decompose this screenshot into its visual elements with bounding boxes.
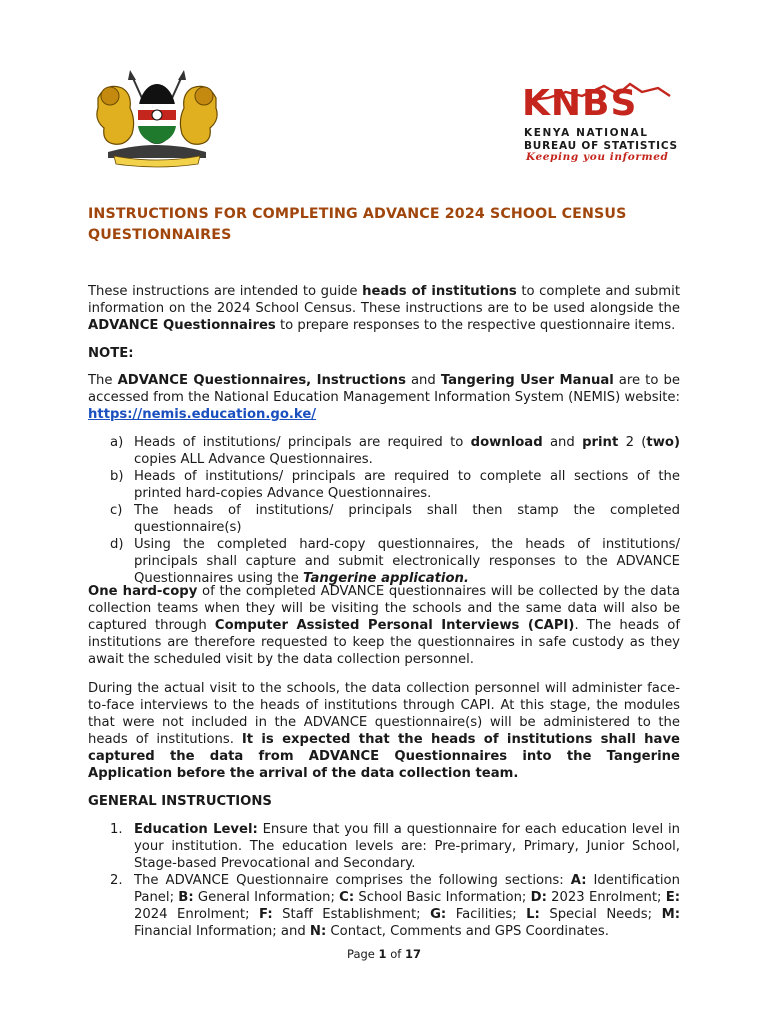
list-item: c) The heads of institutions/ principals shall then stamp the completed questionnaire(s) xyxy=(110,503,680,535)
document-title: INSTRUCTIONS FOR COMPLETING ADVANCE 2024 SCHOOL CENSUS QUESTIONNAIRES xyxy=(88,206,627,243)
kenya-coat-of-arms-logo xyxy=(88,68,226,168)
knbs-line1: KENYA NATIONAL xyxy=(524,127,649,139)
general-instructions-list xyxy=(88,821,680,940)
list-item: a) Heads of institutions/ principals are required to download and print 2 (two) copies ALL Advance Questionnaires. xyxy=(110,435,680,467)
intro-paragraph: These instructions are intended to guide heads of institutions to complete and submit information on the 2024 School Census. These instructions are to be used alongside the ADVANCE Questionnaires to prepare responses to the respective questionnaire items. xyxy=(88,284,680,333)
knbs-tagline: Keeping you informed xyxy=(526,151,669,163)
hardcopy-paragraph: One hard-copy of the completed ADVANCE questionnaires will be collected by the data collection teams when they will be visiting the schools and the same data will also be captured through Computer Assisted Personal Interviews (CAPI). The heads of institutions are therefore requested to keep the questionnaires in safe custody as they await the scheduled visit by the data collection personnel. xyxy=(88,584,680,667)
list-item: d) Using the completed hard-copy questionnaires, the heads of institutions/ principals shall capture and submit electronically responses to the ADVANCE Questionnaires using the Tangerine application. xyxy=(110,537,680,586)
page-footer: Page 1 of 17 xyxy=(347,947,421,961)
general-instructions-heading: GENERAL INSTRUCTIONS xyxy=(88,794,272,809)
knbs-line2: BUREAU OF STATISTICS xyxy=(524,140,678,152)
note-heading: NOTE: xyxy=(88,346,134,361)
list-item: 2. The ADVANCE Questionnaire comprises the following sections: A: Identification Panel; B: General Information; C: School Basic Information; D: 2023 Enrolment; E: 2024 Enrolment; F: Staff Establishment; G: Facilities; L: Special Needs; M: Financial Information; and N: Contact, Comments and GPS Coordinates. xyxy=(110,873,681,939)
list-item: 1. Education Level: Ensure that you fill a questionnaire for each education level in your institution. The education levels are: Pre-primary, Primary, Junior School, Stage-based Prevocational and Secondary. xyxy=(110,822,680,871)
nemis-website-link[interactable]: https://nemis.education.go.ke/ xyxy=(88,407,317,422)
visit-paragraph: During the actual visit to the schools, the data collection personnel will administer face-to-face interviews to the heads of institutions through CAPI. At this stage, the modules that were not included in the ADVANCE questionnaire(s) will be administered to the heads of institutions. It is expected that the heads of institutions shall have captured the data from ADVANCE Questionnaires into the Tangerine Application before the arrival of the data collection team. xyxy=(88,681,680,781)
knbs-logo xyxy=(518,78,678,168)
list-item: b) Heads of institutions/ principals are required to complete all sections of the printed hard-copies Advance Questionnaires. xyxy=(110,469,680,501)
knbs-trend-line-icon xyxy=(518,78,678,128)
note-paragraph: The ADVANCE Questionnaires, Instructions and Tangering User Manual are to be accessed from the National Education Management Information System (NEMIS) website: https://nemis.education.go.ke/ xyxy=(88,373,680,422)
knbs-logo-wordmark: KNBS xyxy=(522,83,638,124)
steps-list xyxy=(88,434,680,587)
